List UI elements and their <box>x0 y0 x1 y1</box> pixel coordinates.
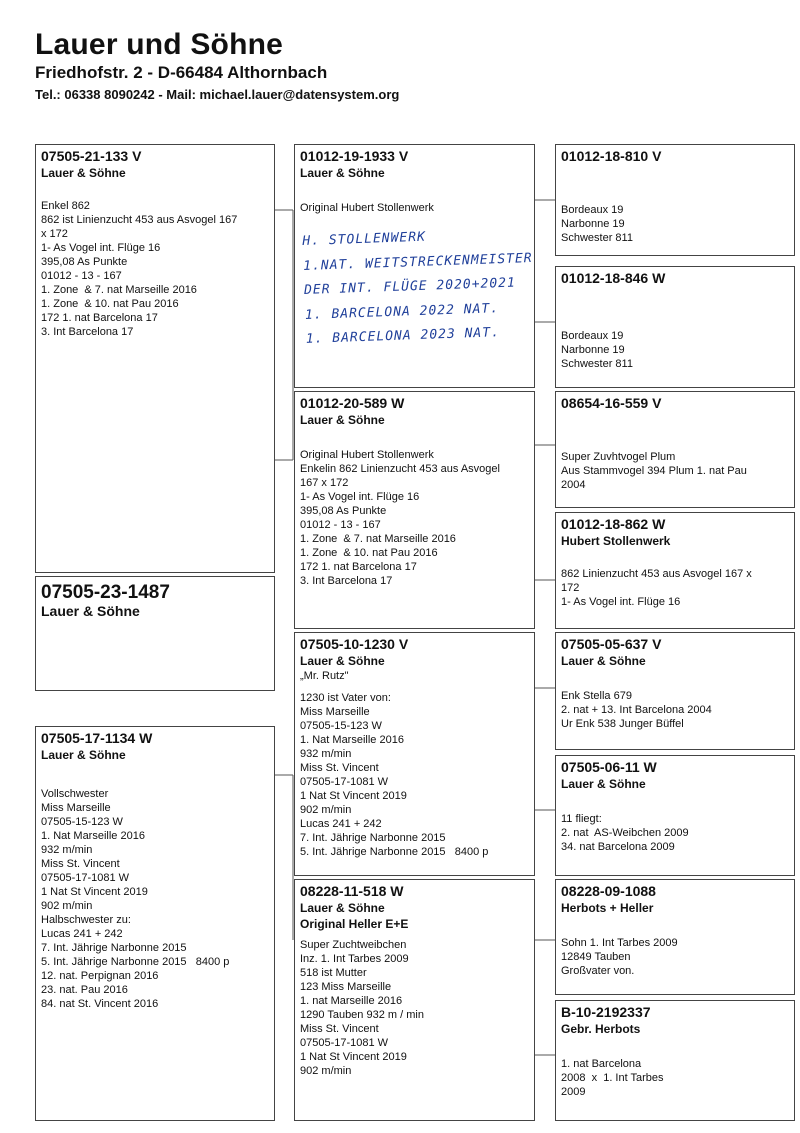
fmf-notes: Super Zuvhtvogel Plum Aus Stammvogel 394 Plum 1. nat Pau 2004 <box>561 451 747 491</box>
subject-owner: Lauer & Söhne <box>41 603 140 619</box>
fmf-card <box>555 391 795 508</box>
breeder-name: Lauer und Söhne <box>35 28 284 61</box>
fmm-ring-number: 01012-18-862 W <box>561 516 666 532</box>
grandsire-maternal-card <box>294 632 535 876</box>
father-card <box>35 144 275 573</box>
breeder-contact: Tel.: 06338 8090242 - Mail: michael.lauer@datensystem.org <box>35 87 400 102</box>
mmf-ring-number: 08228-09-1088 <box>561 883 656 899</box>
granddam-maternal-card <box>294 879 535 1121</box>
subject-card <box>35 576 275 691</box>
mmf-card <box>555 879 795 995</box>
ff-ring-number: 01012-19-1933 V <box>300 148 409 164</box>
fm-ring-number: 01012-20-589 W <box>300 395 405 411</box>
fmm-notes: 862 Linienzucht 453 aus Asvogel 167 x 172 1- As Vogel int. Flüge 16 <box>561 568 752 608</box>
subject-ring-number: 07505-23-1487 <box>41 582 170 603</box>
fm-owner: Lauer & Söhne <box>300 413 385 427</box>
mmm-card <box>555 1000 795 1121</box>
breeder-address: Friedhofstr. 2 - D-66484 Althornbach <box>35 63 328 82</box>
mmf-notes: Sohn 1. Int Tarbes 2009 12849 Tauben Großvater von. <box>561 937 678 977</box>
fff-notes: Bordeaux 19 Narbonne 19 Schwester 811 <box>561 204 633 244</box>
handwritten-line: DER INT. FLÜGE 2020+2021 <box>303 275 517 298</box>
mfm-owner: Lauer & Söhne <box>561 777 646 791</box>
mmm-owner: Gebr. Herbots <box>561 1022 641 1036</box>
mm-ring-number: 08228-11-518 W <box>300 883 404 899</box>
fff-ring-number: 01012-18-810 V <box>561 148 662 164</box>
mf-nickname: „Mr. Rutz" <box>300 670 349 682</box>
handwritten-line: H. STOLLENWERK <box>302 229 427 249</box>
ffm-card <box>555 266 795 388</box>
handwritten-line: 1. BARCELONA 2023 NAT. <box>305 325 501 347</box>
ff-notes: Original Hubert Stollenwerk <box>300 202 434 214</box>
mmm-ring-number: B-10-2192337 <box>561 1004 651 1020</box>
fmm-card <box>555 512 795 629</box>
mf-owner: Lauer & Söhne <box>300 654 385 668</box>
mmf-owner: Herbots + Heller <box>561 901 654 915</box>
mf-notes: 1230 ist Vater von: Miss Marseille 07505-15-123 W 1. Nat Marseille 2016 932 m/min Miss St. Vincent 07505-17-1081 W 1 Nat St Vincent 2019 902 m/min Lucas 241 + 242 7. Int. Jährige Narbonne 2015 5. Int. Jährige Narbonne 2015 8400 p <box>300 692 489 858</box>
fm-notes: Original Hubert Stollenwerk Enkelin 862 Linienzucht 453 aus Asvogel 167 x 172 1- As Vogel int. Flüge 16 395,08 As Punkte 01012 - 13 - 167 1. Zone & 7. nat Marseille 2016 1. Zone & 10. nat Pau 2016 172 1. nat Barcelona 17 3. Int Barcelona 17 <box>300 449 500 587</box>
mf-ring-number: 07505-10-1230 V <box>300 636 409 652</box>
ffm-ring-number: 01012-18-846 W <box>561 270 666 286</box>
handwritten-line: 1. BARCELONA 2022 NAT. <box>304 300 500 323</box>
fmf-ring-number: 08654-16-559 V <box>561 395 662 411</box>
mm-notes: Super Zuchtweibchen Inz. 1. Int Tarbes 2009 518 ist Mutter 123 Miss Marseille 1. nat Marseille 2016 1290 Tauben 932 m / min Miss St. Vincent 07505-17-1081 W 1 Nat St Vincent 2019 902 m/min <box>300 939 424 1077</box>
mff-card <box>555 632 795 750</box>
ffm-notes: Bordeaux 19 Narbonne 19 Schwester 811 <box>561 330 633 370</box>
mfm-notes: 11 fliegt: 2. nat AS-Weibchen 2009 34. nat Barcelona 2009 <box>561 813 689 853</box>
mm-subtitle: Original Heller E+E <box>300 917 409 931</box>
mfm-ring-number: 07505-06-11 W <box>561 759 657 775</box>
ff-owner: Lauer & Söhne <box>300 166 385 180</box>
handwritten-line: 1.NAT. WEITSTRECKENMEISTER <box>302 250 533 274</box>
mother-notes: Vollschwester Miss Marseille 07505-15-123 W 1. Nat Marseille 2016 932 m/min Miss St. Vincent 07505-17-1081 W 1 Nat St Vincent 2019 902 m/min Halbschwester zu: Lucas 241 + 242 7. Int. Jährige Narbonne 2015 5. Int. Jährige Narbonne 2015 8400 p 12. nat. Perpignan 2016 23. nat. Pau 2016 84. nat St. Vincent 2016 <box>41 788 230 1010</box>
mother-ring-number: 07505-17-1134 W <box>41 730 153 746</box>
mother-owner: Lauer & Söhne <box>41 748 126 762</box>
mmm-notes: 1. nat Barcelona 2008 x 1. Int Tarbes 2009 <box>561 1058 664 1098</box>
handwritten-annotation <box>302 222 536 352</box>
granddam-paternal-card <box>294 391 535 629</box>
father-ring-number: 07505-21-133 V <box>41 148 142 164</box>
mff-owner: Lauer & Söhne <box>561 654 646 668</box>
mfm-card <box>555 755 795 876</box>
fmm-owner: Hubert Stollenwerk <box>561 534 671 548</box>
mff-notes: Enk Stella 679 2. nat + 13. Int Barcelona 2004 Ur Enk 538 Junger Büffel <box>561 690 712 730</box>
father-owner: Lauer & Söhne <box>41 166 126 180</box>
fff-card <box>555 144 795 256</box>
mother-card <box>35 726 275 1121</box>
father-notes: Enkel 862 862 ist Linienzucht 453 aus Asvogel 167 x 172 1- As Vogel int. Flüge 16 395,08 As Punkte 01012 - 13 - 167 1. Zone & 7. nat Marseille 2016 1. Zone & 10. nat Pau 2016 172 1. nat Barcelona 17 3. Int Barcelona 17 <box>41 200 238 338</box>
mff-ring-number: 07505-05-637 V <box>561 636 662 652</box>
mm-owner: Lauer & Söhne <box>300 901 385 915</box>
